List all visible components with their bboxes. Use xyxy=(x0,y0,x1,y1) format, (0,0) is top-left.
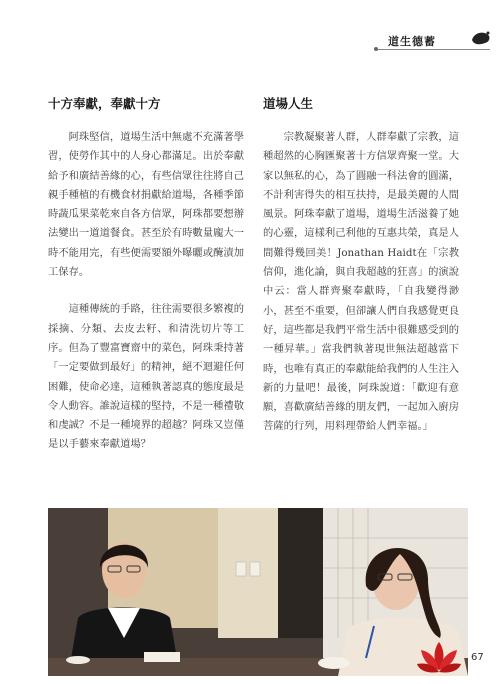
interview-photo xyxy=(48,508,468,676)
header-rule xyxy=(378,49,490,50)
right-paragraph-1: 宗教凝聚著人群，人群奉獻了宗教，這種超然的心胸匯聚著十方信眾齊聚一堂。大家以無私的心，為了圓融一科法會的圓滿，不計利害得失的相互扶持，是最美麗的人間風景。阿珠奉獻了道場，道場生活滋養了她的心靈，這樣利己利他的互惠共榮，真是人間難得幾回美！Jonathan Haidt在「宗教信仰，進化論，與自我超越的狂喜」的演說中云：當人群齊聚奉獻時，「自我變得渺小，甚至不重要，但卻讓人們自我感覺更良好，這些都是我們平常生活中很難感受到的一種昇華。」當我們執著現世無法超越當下時，也唯有真正的奉獻能給我們的人生注入新的力量吧！最後，阿珠說道：「歡迎有意願，喜歡廣結善緣的朋友們，一起加入廚房菩薩的行列，用料理帶給人們幸福。」 xyxy=(263,131,459,433)
right-column xyxy=(263,94,459,437)
lotus-icon xyxy=(417,640,461,676)
right-heading: 道場人生 xyxy=(263,96,314,111)
left-paragraph-2: 這種傳統的手路，往往需要很多繁複的採摘、分類、去皮去籽、和清洗切片等工序。但為了豐富寶齋中的菜色，阿珠秉持著「一定要做到最好」的精神，絕不迴避任何困難，使命必達，這種執著認真的態度最是令人動容。誰說這樣的堅持，不是一種禮敬和虔誠？不是一種境界的超越？阿珠又豈僅是以手藝來奉獻道場？ xyxy=(48,303,244,451)
left-column xyxy=(48,94,244,455)
page-number: 67 xyxy=(471,652,484,663)
section-label: 道生德蓄 xyxy=(388,35,436,48)
left-paragraph-1: 阿珠堅信，道場生活中無處不充滿著學習，使勞作其中的人身心都滿足。出於奉獻給予和廣結善緣的心，有些信眾往往將自己親手種植的有機食材捐獻給道場，各種季節時蔬瓜果菜乾來自各方信眾，阿珠都要想辦法變出一道道餐食。甚至於有時數量龐大一時不能用完，有些便需要額外曝曬或醃漬加工保存。 xyxy=(48,131,244,279)
interview-photo-illustration xyxy=(48,508,468,676)
left-heading: 十方奉獻，奉獻十方 xyxy=(48,96,161,111)
ink-blot-icon xyxy=(470,30,492,46)
header-dot xyxy=(374,47,378,51)
